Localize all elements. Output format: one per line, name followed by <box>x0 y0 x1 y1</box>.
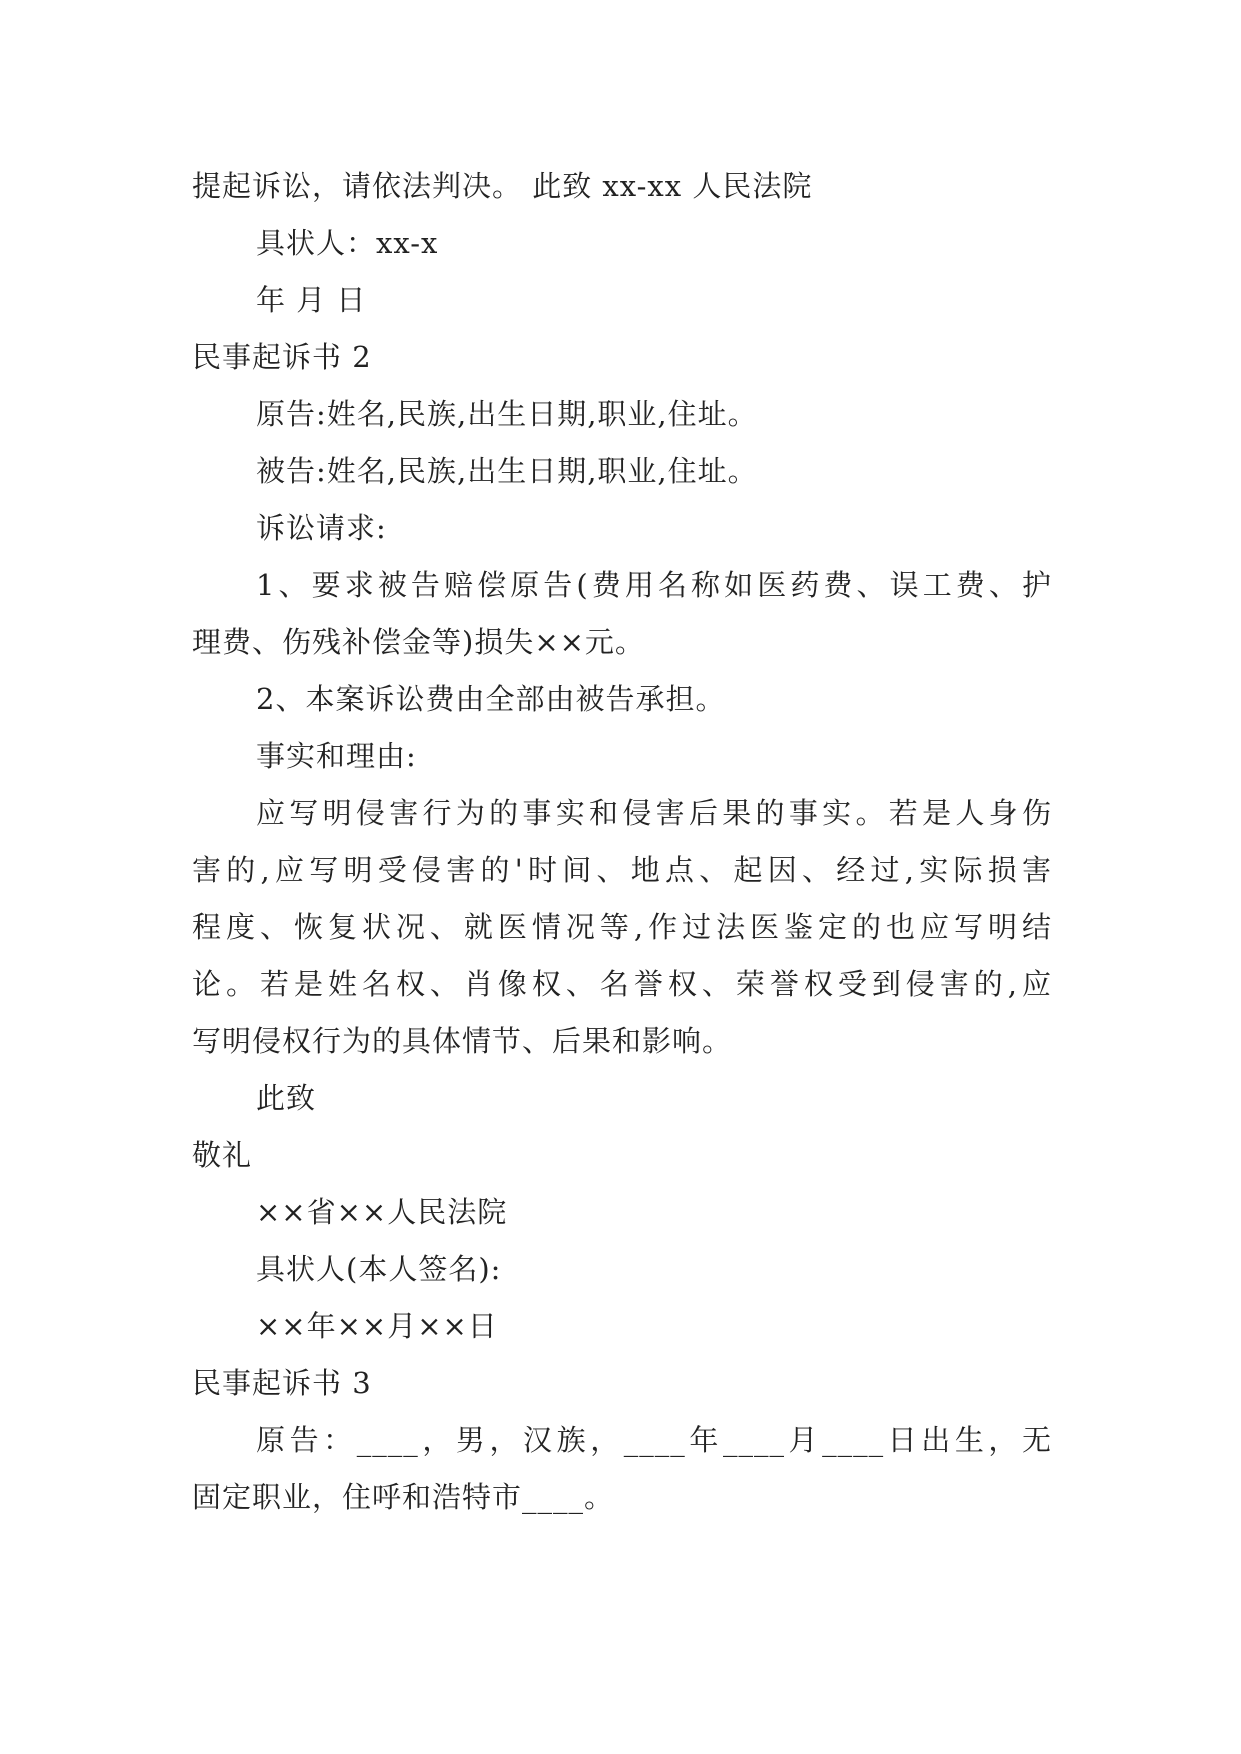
paragraph-line: 应写明侵害行为的事实和侵害后果的事实。若是人身伤 <box>256 796 1052 830</box>
date-line: 年 月 日 <box>256 283 367 317</box>
signatory-line: 具状人：xx-x <box>256 226 439 260</box>
paragraph-line: 论。若是姓名权、肖像权、名誉权、荣誉权受到侵害的,应 <box>192 967 1052 1001</box>
facts-heading: 事实和理由: <box>256 739 417 773</box>
section-title: 民事起诉书 3 <box>192 1366 372 1400</box>
paragraph-line: 1、要求被告赔偿原告(费用名称如医药费、误工费、护 <box>256 568 1052 602</box>
section-title: 民事起诉书 2 <box>192 340 372 374</box>
paragraph-line: 写明侵权行为的具体情节、后果和影响。 <box>192 1024 733 1058</box>
paragraph-line: 2、本案诉讼费由全部由被告承担。 <box>256 682 726 716</box>
closing-line: 敬礼 <box>192 1138 253 1172</box>
plaintiff-line: 原告：____，男，汉族，____年____月____日出生，无 <box>256 1423 1052 1457</box>
court-line: ××省××人民法院 <box>256 1195 508 1229</box>
paragraph-line: 害的,应写明受侵害的'时间、地点、起因、经过,实际损害 <box>192 853 1052 887</box>
plaintiff-line: 原告:姓名,民族,出生日期,职业,住址。 <box>256 397 758 431</box>
paragraph-line: 提起诉讼，请依法判决。 此致 xx-xx 人民法院 <box>192 169 813 203</box>
paragraph-line: 固定职业，住呼和浩特市____。 <box>192 1480 615 1514</box>
signatory-line: 具状人(本人签名): <box>256 1252 502 1286</box>
claims-heading: 诉讼请求: <box>256 511 387 545</box>
date-line: ××年××月××日 <box>256 1309 498 1343</box>
paragraph-line: 理费、伤残补偿金等)损失××元。 <box>192 625 645 659</box>
closing-line: 此致 <box>256 1081 317 1115</box>
paragraph-line: 程度、恢复状况、就医情况等,作过法医鉴定的也应写明结 <box>192 910 1052 944</box>
defendant-line: 被告:姓名,民族,出生日期,职业,住址。 <box>256 454 758 488</box>
